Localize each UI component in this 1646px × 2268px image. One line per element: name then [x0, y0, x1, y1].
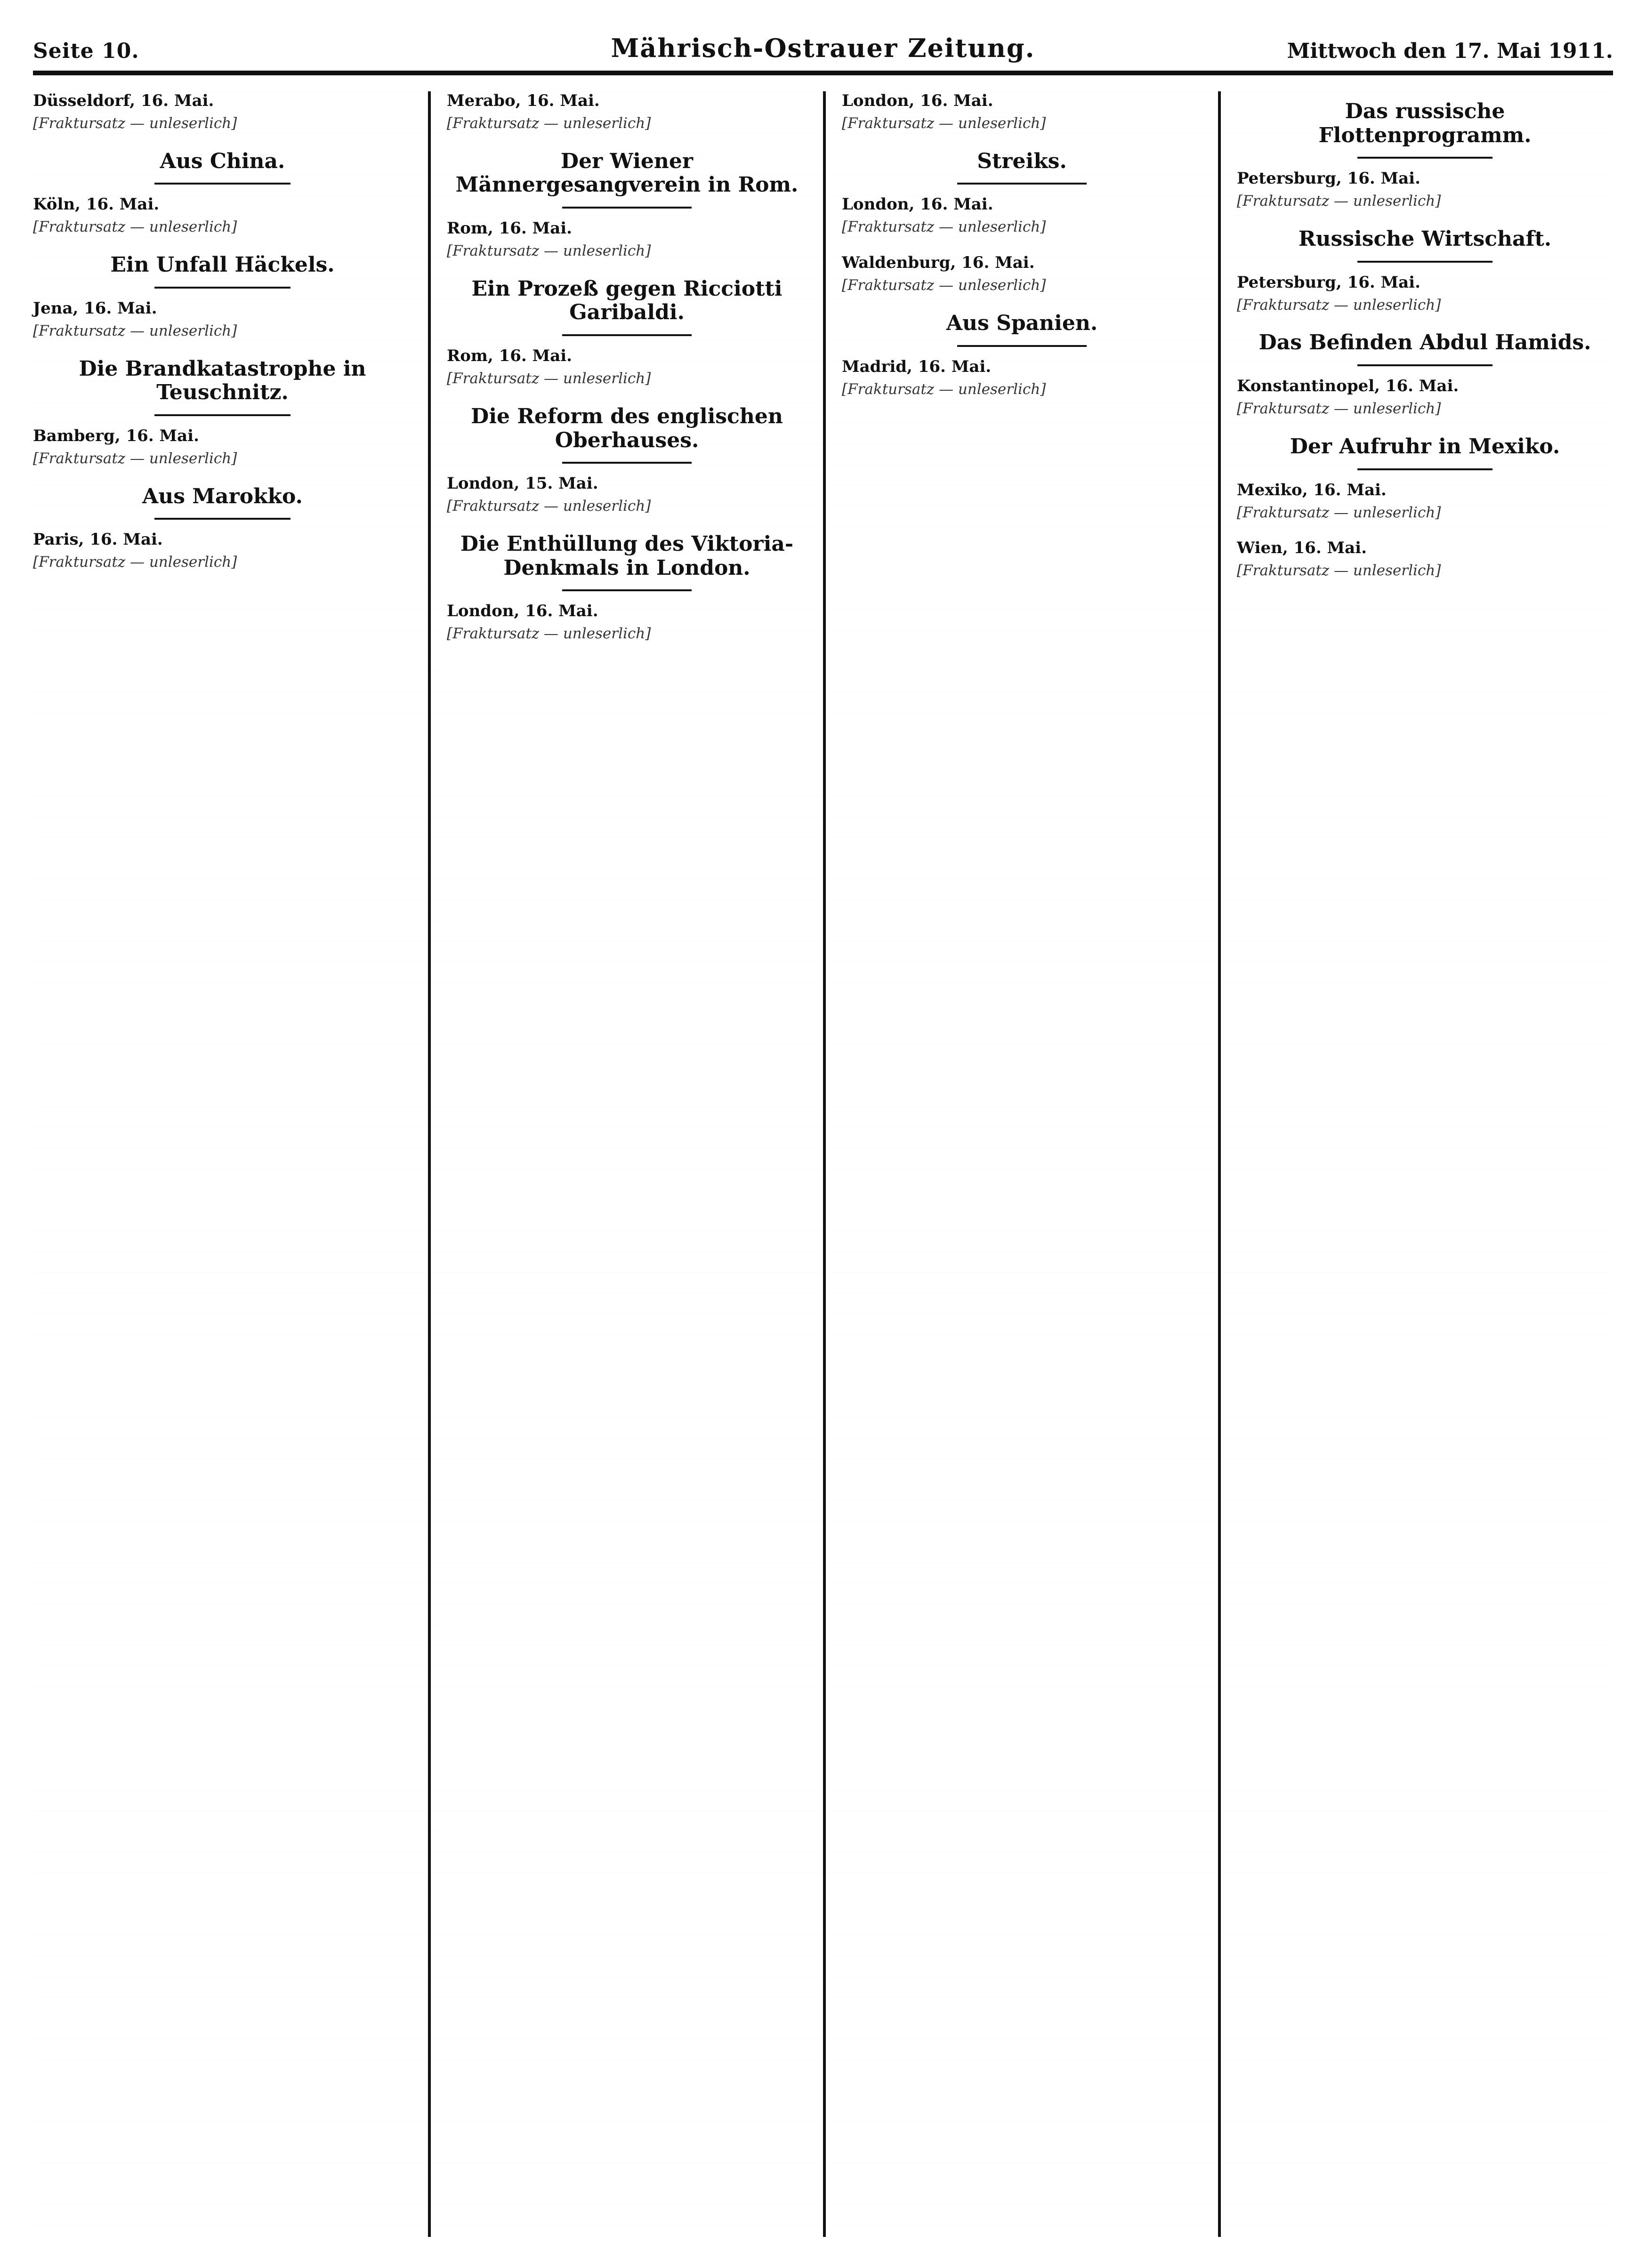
- article-body: [Fraktursatz — unleserlich]: [842, 380, 1046, 398]
- article-heading: Der Wiener Männergesangverein in Rom.: [455, 149, 799, 197]
- article: [447, 91, 807, 134]
- article-dateline: Petersburg, 16. Mai.: [1237, 273, 1420, 292]
- article: [842, 150, 1202, 237]
- article: [33, 91, 412, 134]
- article: [33, 357, 412, 469]
- article-dateline: Konstantinopel, 16. Mai.: [1237, 377, 1459, 396]
- article: [1237, 100, 1613, 211]
- article-dateline: Waldenburg, 16. Mai.: [842, 253, 1035, 273]
- article-body: [Fraktursatz — unleserlich]: [33, 218, 237, 236]
- article-heading: Aus Spanien.: [946, 311, 1098, 336]
- article: [1237, 331, 1613, 418]
- article-dateline: London, 15. Mai.: [447, 474, 598, 493]
- article-body: [Fraktursatz — unleserlich]: [842, 115, 1046, 132]
- article-dateline: London, 16. Mai.: [447, 602, 598, 621]
- article-body: [Fraktursatz — unleserlich]: [447, 625, 651, 643]
- heading-rule: [1357, 364, 1493, 366]
- heading-rule: [1357, 468, 1493, 470]
- article-dateline: Rom, 16. Mai.: [447, 219, 572, 238]
- article: [33, 253, 412, 341]
- article-body: [Fraktursatz — unleserlich]: [33, 322, 237, 339]
- article: [447, 405, 807, 516]
- article-heading: Ein Unfall Häckels.: [110, 253, 335, 277]
- article-dateline: Düsseldorf, 16. Mai.: [33, 91, 214, 110]
- article-dateline: Jena, 16. Mai.: [33, 298, 157, 318]
- article-body: [Fraktursatz — unleserlich]: [842, 277, 1046, 294]
- article-dateline: London, 16. Mai.: [842, 195, 993, 214]
- heading-rule: [154, 518, 291, 520]
- article-heading: Das russische Flottenprogramm.: [1318, 99, 1532, 147]
- heading-rule: [154, 183, 291, 185]
- column-2: [428, 91, 823, 2237]
- article-dateline: Köln, 16. Mai.: [33, 195, 160, 214]
- heading-rule: [957, 183, 1087, 185]
- article-heading: Die Enthüllung des Viktoria-Denkmals in London.: [460, 531, 794, 580]
- article-heading: Die Brandkatastrophe in Teuschnitz.: [79, 356, 366, 405]
- article: [447, 150, 807, 261]
- heading-rule: [1357, 157, 1493, 159]
- article-dateline: Paris, 16. Mai.: [33, 530, 163, 549]
- article-body: [Fraktursatz — unleserlich]: [33, 115, 237, 132]
- heading-rule: [1357, 261, 1493, 263]
- article-body: [Fraktursatz — unleserlich]: [447, 370, 651, 387]
- article: [33, 485, 412, 572]
- article-heading: Das Befinden Abdul Hamids.: [1259, 330, 1591, 355]
- heading-rule: [562, 589, 692, 591]
- heading-rule: [957, 345, 1087, 347]
- article-dateline: Madrid, 16. Mai.: [842, 357, 992, 376]
- article: [1237, 227, 1613, 315]
- issue-date: Mittwoch den 17. Mai 1911.: [1287, 39, 1613, 63]
- article-body: [Fraktursatz — unleserlich]: [1237, 504, 1441, 521]
- article-heading: Russische Wirtschaft.: [1298, 227, 1552, 251]
- paper-title: Mährisch-Ostrauer Zeitung.: [611, 33, 1035, 63]
- article-dateline: Mexiko, 16. Mai.: [1237, 480, 1387, 499]
- article: [1237, 435, 1613, 523]
- article: [842, 312, 1202, 399]
- article-heading: Ein Prozeß gegen Ricciotti Garibaldi.: [471, 276, 783, 325]
- heading-rule: [562, 462, 692, 464]
- article-body: [Fraktursatz — unleserlich]: [1237, 400, 1441, 418]
- article-heading: Streiks.: [977, 149, 1067, 173]
- heading-rule: [154, 414, 291, 416]
- column-1: [33, 91, 428, 2237]
- article-body: [Fraktursatz — unleserlich]: [33, 450, 237, 467]
- article-body: [Fraktursatz — unleserlich]: [1237, 296, 1441, 314]
- article-dateline: Petersburg, 16. Mai.: [1237, 169, 1420, 188]
- heading-rule: [562, 334, 692, 336]
- article-body: [Fraktursatz — unleserlich]: [1237, 562, 1441, 579]
- article-dateline: Wien, 16. Mai.: [1237, 539, 1367, 558]
- article: [447, 277, 807, 389]
- heading-rule: [154, 287, 291, 289]
- article-dateline: Rom, 16. Mai.: [447, 346, 572, 366]
- article-heading: Die Reform des englischen Oberhauses.: [471, 404, 783, 452]
- article: [33, 150, 412, 237]
- article-body: [Fraktursatz — unleserlich]: [447, 242, 651, 260]
- article: [1237, 539, 1613, 581]
- article-dateline: Merabo, 16. Mai.: [447, 91, 600, 110]
- heading-rule: [562, 207, 692, 209]
- article-body: [Fraktursatz — unleserlich]: [33, 554, 237, 571]
- article: [842, 253, 1202, 296]
- article-body: [Fraktursatz — unleserlich]: [1237, 193, 1441, 210]
- article-heading: Der Aufruhr in Mexiko.: [1290, 434, 1560, 458]
- article-body: [Fraktursatz — unleserlich]: [842, 218, 1046, 236]
- four-column-layout: [33, 91, 1613, 2237]
- article-dateline: Bamberg, 16. Mai.: [33, 426, 199, 445]
- column-4: [1218, 91, 1613, 2237]
- page-label: Seite 10.: [33, 39, 139, 63]
- article-body: [Fraktursatz — unleserlich]: [447, 498, 651, 515]
- article-dateline: London, 16. Mai.: [842, 91, 993, 110]
- masthead: [33, 33, 1613, 75]
- column-3: [823, 91, 1218, 2237]
- article-heading: Aus Marokko.: [142, 484, 303, 508]
- article-body: [Fraktursatz — unleserlich]: [447, 115, 651, 132]
- article: [447, 532, 807, 644]
- article-heading: Aus China.: [160, 149, 285, 173]
- article: [842, 91, 1202, 134]
